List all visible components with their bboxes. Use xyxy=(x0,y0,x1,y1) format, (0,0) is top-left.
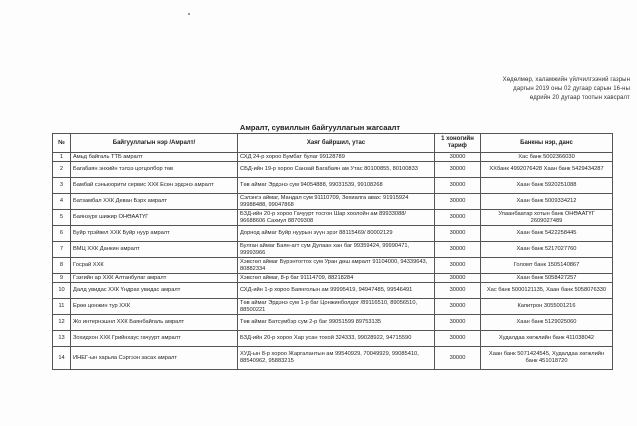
cell-no: 3 xyxy=(53,178,71,194)
cell-tariff: 30000 xyxy=(435,258,481,274)
table-row xyxy=(53,274,613,283)
cell-name: ИНЕГ-ын харьяа Сэргээн засах амралт xyxy=(71,347,238,370)
cell-no: 10 xyxy=(53,283,71,299)
cell-address: ХУД-ын 8-р хороо Жаргалантын ам 99540929, 70049929, 99085410, 88540962, 95883215 xyxy=(238,347,435,370)
cell-tariff: 30000 xyxy=(435,283,481,299)
table-row xyxy=(53,162,613,178)
cell-address: Төв аймаг Эрдэнэ сум 1-р баг Цонжинболдог /89116510, 89056510, 88500221 xyxy=(238,299,435,315)
document-title: Амралт, сувиллын байгууллагын жагсаалт xyxy=(239,123,401,132)
cell-bank: Хаан банк 5217027760 xyxy=(481,242,613,258)
table-row xyxy=(53,347,613,370)
approval-line-1: Хөдөлмөр, халамжийн үйлчилгээний газрын xyxy=(502,77,630,83)
cell-tariff: 30000 xyxy=(435,226,481,242)
cell-no: 8 xyxy=(53,258,71,274)
table-row xyxy=(53,331,613,347)
cell-bank: Хаан банк 5129025060 xyxy=(481,315,613,331)
cell-name: Госрай ХХК xyxy=(71,258,238,274)
cell-bank: ХХбанк 4992076428 Хаан банк 5429434287 xyxy=(481,162,613,178)
cell-name: Багабаян энхийн тэлээ цогцолбор төв xyxy=(71,162,238,178)
cell-no: 2 xyxy=(53,162,71,178)
approval-note xyxy=(424,76,630,103)
cell-bank: Хас банк 5002366030 xyxy=(481,153,613,162)
cell-no: 13 xyxy=(53,331,71,347)
cell-name: Гэзгийн ар ХХК Алтанбулаг амралт xyxy=(71,274,238,283)
col-header-no: № xyxy=(53,134,71,153)
scan-speck xyxy=(188,13,190,15)
cell-address: СХД 24-р хороо Бумбат булаг 99128789 xyxy=(238,153,435,162)
table-row xyxy=(53,315,613,331)
cell-tariff: 30000 xyxy=(435,162,481,178)
table-row xyxy=(53,299,613,315)
cell-tariff: 30000 xyxy=(435,331,481,347)
cell-no: 14 xyxy=(53,347,71,370)
cell-no: 9 xyxy=(53,274,71,283)
approval-line-3: өдрийн 20 дугаар тоотын хавсралт xyxy=(529,95,630,101)
cell-name: Жо интернэшнл ХХК Баянбайгаль амралт xyxy=(71,315,238,331)
cell-address: СХД-ийн 1-р хороо Баянголын ам 99995419, 94947485, 99546491 xyxy=(238,283,435,299)
approval-line-2: даргын 2019 оны 02 дугаар сарын 16-ны xyxy=(513,86,630,92)
cell-address: Булган аймаг Баян-агт сум Дулаан хан баг 99359424, 99990471, 99993966 xyxy=(238,242,435,258)
col-header-address: Хаяг байршил, утас xyxy=(238,134,435,153)
cell-bank: Улаанбаатар хотын банк ОНӨААТҮГ 2609027489 xyxy=(481,210,613,226)
cell-address: СБД-ийн 19-р хороо Санзай Багабаян ам Утас 80100855, 80100833 xyxy=(238,162,435,178)
cell-no: 5 xyxy=(53,210,71,226)
cell-tariff: 30000 xyxy=(435,315,481,331)
cell-bank: Хаан банк 5422258445 xyxy=(481,226,613,242)
cell-no: 1 xyxy=(53,153,71,162)
cell-name: Баянзүрх шижир ОНӨААТҮГ xyxy=(71,210,238,226)
table-row xyxy=(53,178,613,194)
cell-name: Ерөө цонжин тур ХХК xyxy=(71,299,238,315)
cell-name: Батзамбал ХХК Деван Бэрх амралт xyxy=(71,194,238,210)
resort-table xyxy=(52,133,613,370)
cell-name: Зохидхон ХХК Грийнхаус гачуурт амралт xyxy=(71,331,238,347)
col-header-name: Байгууллагын нэр /Амралт/ xyxy=(71,134,238,153)
cell-bank: Хаан банк 5009334212 xyxy=(481,194,613,210)
table-row xyxy=(53,242,613,258)
cell-bank: Хаан банк 5920251088 xyxy=(481,178,613,194)
cell-address: БЗД-ийн 20-р хороо Хар усан тохой 324333, 99028922, 94715590 xyxy=(238,331,435,347)
cell-tariff: 30000 xyxy=(435,153,481,162)
table-header-row xyxy=(53,134,613,153)
cell-name: Амьд байгаль ТТБ амралт xyxy=(71,153,238,162)
cell-tariff: 30000 xyxy=(435,194,481,210)
table-row xyxy=(53,153,613,162)
table-row xyxy=(53,226,613,242)
cell-bank: Хаан банк 5058427257 xyxy=(481,274,613,283)
cell-address: БЗД-ийн 20-р хороо Гачуурт тосгон Шар хоолойн ам 89933088/ 96688606 Сахиул 88709308 xyxy=(238,210,435,226)
cell-no: 6 xyxy=(53,226,71,242)
cell-address: Төв аймаг Эрдэнэ сум 94054888, 99031539, 99108268 xyxy=(238,178,435,194)
cell-no: 7 xyxy=(53,242,71,258)
cell-address: Хэвсгөл аймаг, 8-р баг 91114709, 88218284 xyxy=(238,274,435,283)
cell-tariff: 30000 xyxy=(435,274,481,283)
cell-no: 12 xyxy=(53,315,71,331)
cell-name: ВМЦ ХХК Данкин амралт xyxy=(71,242,238,258)
cell-name: Буйр трэйвел ХХК Буйр нуур амралт xyxy=(71,226,238,242)
cell-tariff: 30000 xyxy=(435,178,481,194)
table-row xyxy=(53,210,613,226)
cell-address: Сэлэнгэ аймаг, Мандал сум 91110709, Зөхиалга авах: 91915924 99988488, 99047868 xyxy=(238,194,435,210)
table-row xyxy=(53,194,613,210)
cell-no: 11 xyxy=(53,299,71,315)
col-header-tariff: 1 хоногийн тариф xyxy=(435,134,481,153)
cell-bank: Хас банк 5000121135, Хаан банк 5058076330 xyxy=(481,283,613,299)
cell-bank: Капитрон 3055001216 xyxy=(481,299,613,315)
cell-name: Бамбай сэньюорити сервис ХХК Есөн эрдэнэ амралт xyxy=(71,178,238,194)
cell-tariff: 30000 xyxy=(435,299,481,315)
cell-address: Дорнод аймаг Буйр нуурын зүүн эрэг 88115469/ 80002129 xyxy=(238,226,435,242)
table-row xyxy=(53,258,613,274)
col-header-bank: Банкны нэр, данс xyxy=(481,134,613,153)
cell-name: Далд увидас ХХК Үндрах увидас амралт xyxy=(71,283,238,299)
cell-tariff: 30000 xyxy=(435,347,481,370)
cell-no: 4 xyxy=(53,194,71,210)
cell-address: Төв аймаг Батсүмбэр сум 2-р баг 99051599 89753135 xyxy=(238,315,435,331)
cell-tariff: 30000 xyxy=(435,210,481,226)
cell-tariff: 30000 xyxy=(435,242,481,258)
table-row xyxy=(53,283,613,299)
cell-bank: Худалдаа хөгжлийн банк 411038042 xyxy=(481,331,613,347)
cell-address: Хэвсгөл аймаг Бүрэнтогтох сум Уран дөш амралт 91104000, 94339643, 80882334 xyxy=(238,258,435,274)
cell-bank: Голомт банк 1505140867 xyxy=(481,258,613,274)
cell-bank: Хаан банк 5071424545, Худалдаа хөгжлийн банк 451018720 xyxy=(481,347,613,370)
